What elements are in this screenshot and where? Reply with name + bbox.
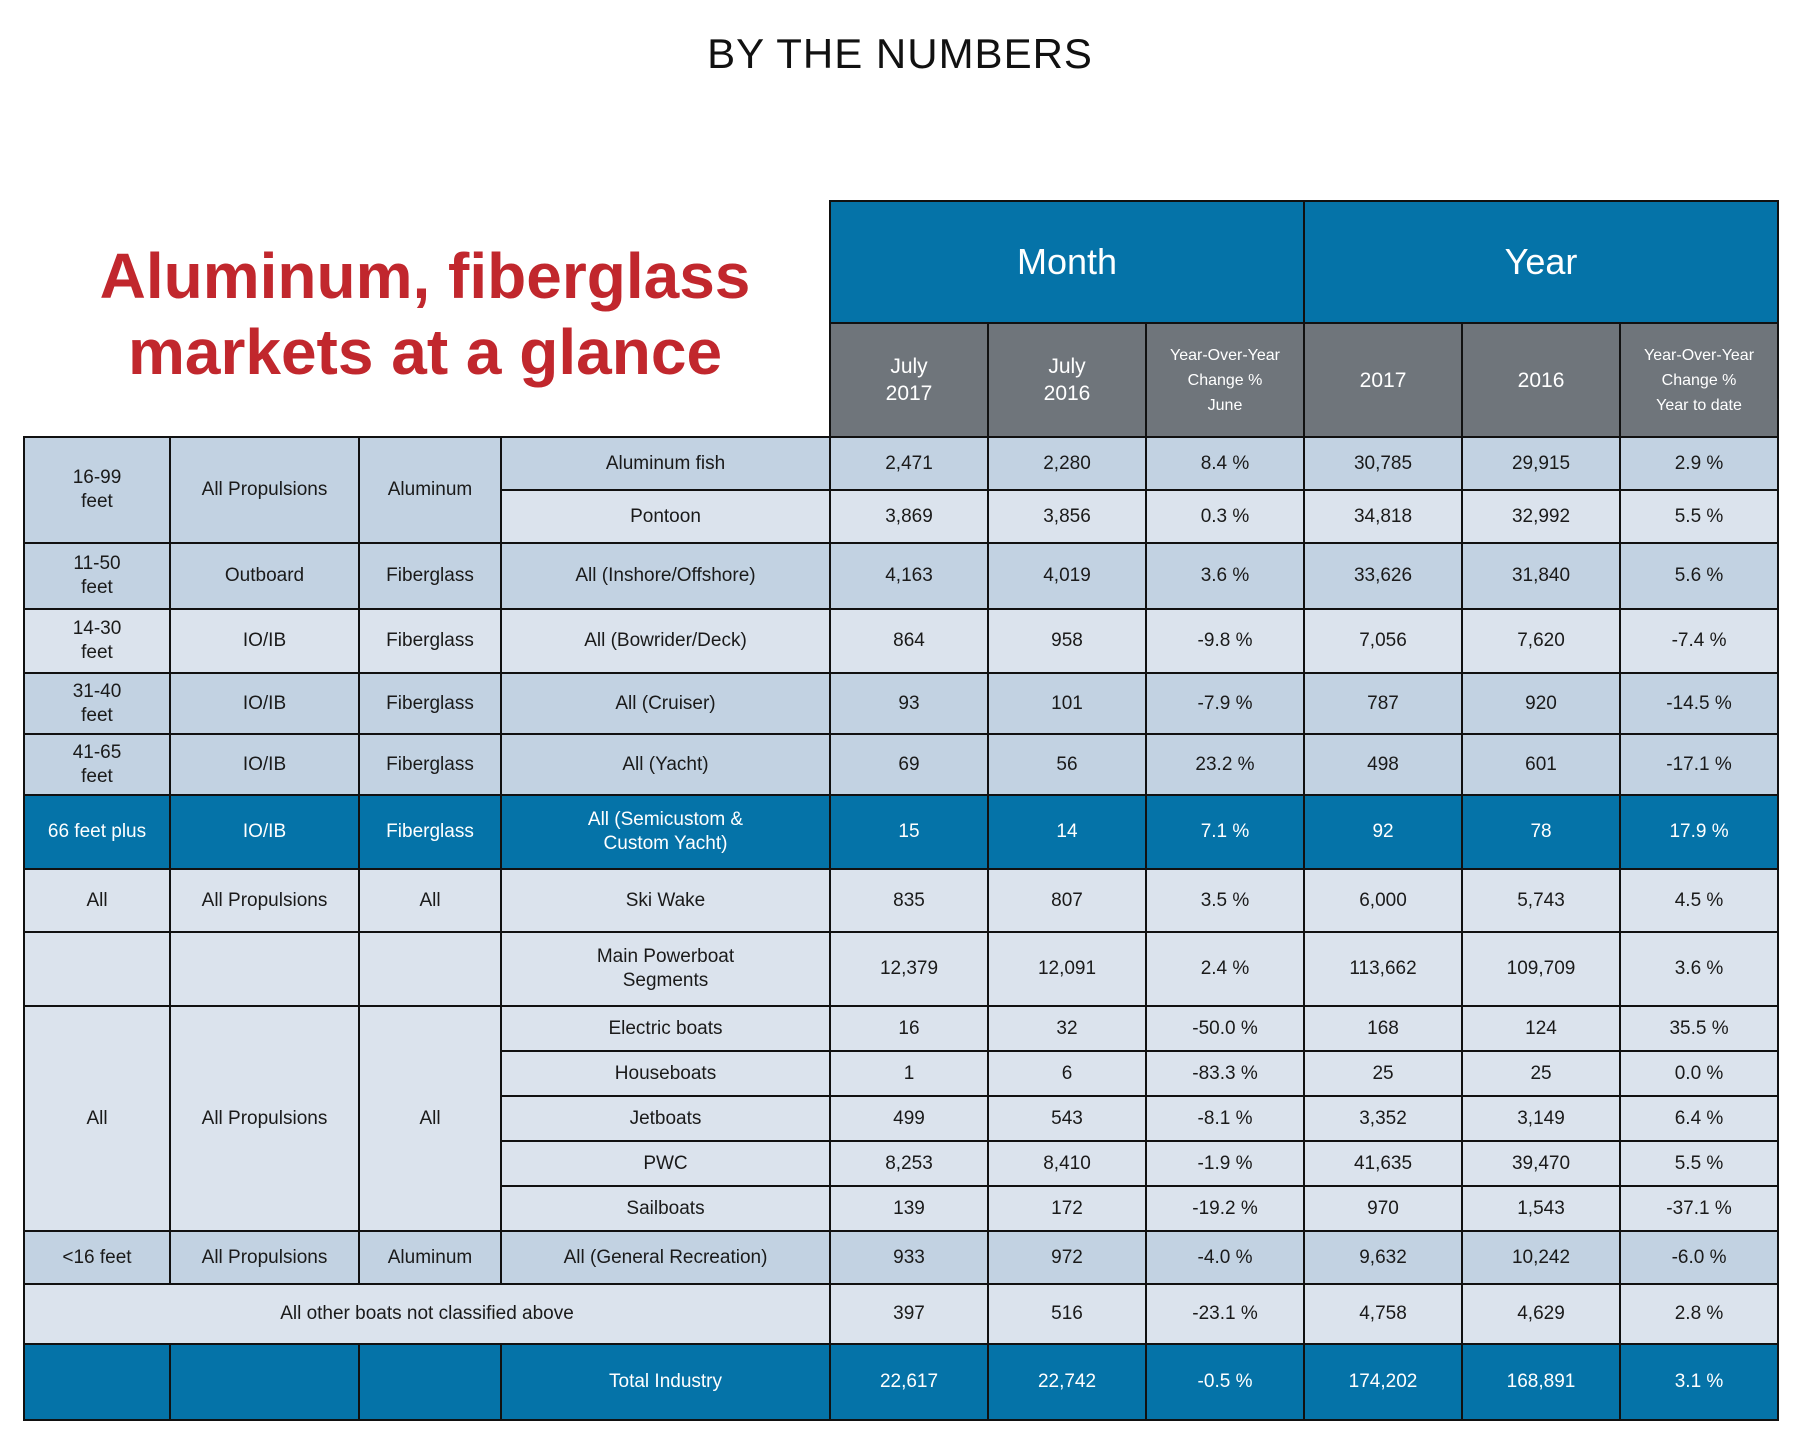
- value-cell-col3: 3.6 %: [1146, 543, 1304, 609]
- segment-cell: Pontoon: [501, 490, 830, 543]
- value-cell-col1: 835: [830, 869, 988, 932]
- propulsion-cell: IO/IB: [170, 734, 359, 795]
- material-cell: [359, 1344, 501, 1420]
- material-cell: Fiberglass: [359, 734, 501, 795]
- table-row: [24, 1344, 1778, 1420]
- value-cell-col3: 8.4 %: [1146, 437, 1304, 490]
- value-cell-col1: 139: [830, 1186, 988, 1231]
- value-cell-col1: 933: [830, 1231, 988, 1284]
- propulsion-cell: All Propulsions: [170, 437, 359, 543]
- value-cell-col6: 2.8 %: [1620, 1284, 1778, 1344]
- segment-cell: All (Semicustom & Custom Yacht): [501, 795, 830, 869]
- table-row: [24, 1284, 1778, 1344]
- value-cell-col1: 22,617: [830, 1344, 988, 1420]
- value-cell-col1: 864: [830, 609, 988, 673]
- value-cell-col4: 33,626: [1304, 543, 1462, 609]
- value-cell-col3: 23.2 %: [1146, 734, 1304, 795]
- size-cell: 31-40 feet: [24, 673, 170, 734]
- value-cell-col5: 3,149: [1462, 1096, 1620, 1141]
- headline-line-1: Aluminum, fiberglass: [99, 240, 751, 312]
- size-cell: 14-30 feet: [24, 609, 170, 673]
- table-row: [24, 869, 1778, 932]
- value-cell-col6: 3.6 %: [1620, 932, 1778, 1006]
- value-cell-col3: -8.1 %: [1146, 1096, 1304, 1141]
- value-cell-col2: 543: [988, 1096, 1146, 1141]
- value-cell-col5: 29,915: [1462, 437, 1620, 490]
- page-header: BY THE NUMBERS: [707, 30, 1093, 77]
- value-cell-col4: 9,632: [1304, 1231, 1462, 1284]
- value-cell-col2: 2,280: [988, 437, 1146, 490]
- size-cell: 66 feet plus: [24, 795, 170, 869]
- column-header-6: Year-Over-Year Change % Year to date: [1620, 323, 1778, 437]
- segment-cell: Ski Wake: [501, 869, 830, 932]
- segment-cell: Aluminum fish: [501, 437, 830, 490]
- value-cell-col5: 601: [1462, 734, 1620, 795]
- table-row: [24, 1006, 1778, 1051]
- value-cell-col3: -19.2 %: [1146, 1186, 1304, 1231]
- value-cell-col6: -37.1 %: [1620, 1186, 1778, 1231]
- column-header-1: July 2017: [830, 323, 988, 437]
- value-cell-col2: 3,856: [988, 490, 1146, 543]
- value-cell-col1: 16: [830, 1006, 988, 1051]
- value-cell-col5: 5,743: [1462, 869, 1620, 932]
- value-cell-col3: 7.1 %: [1146, 795, 1304, 869]
- headline-area: [24, 201, 830, 437]
- table-row: [24, 932, 1778, 1006]
- column-header-4: 2017: [1304, 323, 1462, 437]
- value-cell-col5: 25: [1462, 1051, 1620, 1096]
- value-cell-col4: 113,662: [1304, 932, 1462, 1006]
- value-cell-col6: 6.4 %: [1620, 1096, 1778, 1141]
- value-cell-col2: 6: [988, 1051, 1146, 1096]
- value-cell-col1: 8,253: [830, 1141, 988, 1186]
- value-cell-col6: -6.0 %: [1620, 1231, 1778, 1284]
- value-cell-col4: 7,056: [1304, 609, 1462, 673]
- value-cell-col5: 32,992: [1462, 490, 1620, 543]
- value-cell-col1: 12,379: [830, 932, 988, 1006]
- value-cell-col4: 92: [1304, 795, 1462, 869]
- segment-cell: Houseboats: [501, 1051, 830, 1096]
- value-cell-col2: 807: [988, 869, 1146, 932]
- material-cell: Aluminum: [359, 1231, 501, 1284]
- value-cell-col6: -14.5 %: [1620, 673, 1778, 734]
- value-cell-col4: 3,352: [1304, 1096, 1462, 1141]
- propulsion-cell: All Propulsions: [170, 869, 359, 932]
- value-cell-col4: 34,818: [1304, 490, 1462, 543]
- table-row: [24, 543, 1778, 609]
- value-cell-col6: -17.1 %: [1620, 734, 1778, 795]
- propulsion-cell: All Propulsions: [170, 1006, 359, 1231]
- headline-line-2: markets at a glance: [127, 316, 723, 388]
- propulsion-cell: Outboard: [170, 543, 359, 609]
- value-cell-col4: 970: [1304, 1186, 1462, 1231]
- propulsion-cell: IO/IB: [170, 609, 359, 673]
- value-cell-col1: 4,163: [830, 543, 988, 609]
- segment-cell: All (Yacht): [501, 734, 830, 795]
- table-row: [24, 1231, 1778, 1284]
- value-cell-col3: -1.9 %: [1146, 1141, 1304, 1186]
- segment-cell: Total Industry: [501, 1344, 830, 1420]
- value-cell-col4: 498: [1304, 734, 1462, 795]
- value-cell-col2: 12,091: [988, 932, 1146, 1006]
- value-cell-col3: -83.3 %: [1146, 1051, 1304, 1096]
- material-cell: Fiberglass: [359, 795, 501, 869]
- value-cell-col2: 958: [988, 609, 1146, 673]
- value-cell-col3: -7.9 %: [1146, 673, 1304, 734]
- value-cell-col4: 25: [1304, 1051, 1462, 1096]
- propulsion-cell: [170, 1344, 359, 1420]
- value-cell-col6: -7.4 %: [1620, 609, 1778, 673]
- table-row: [24, 734, 1778, 795]
- value-cell-col1: 69: [830, 734, 988, 795]
- value-cell-col4: 41,635: [1304, 1141, 1462, 1186]
- material-cell: All: [359, 869, 501, 932]
- value-cell-col2: 972: [988, 1231, 1146, 1284]
- value-cell-col3: -4.0 %: [1146, 1231, 1304, 1284]
- value-cell-col1: 3,869: [830, 490, 988, 543]
- value-cell-col1: 93: [830, 673, 988, 734]
- material-cell: Aluminum: [359, 437, 501, 543]
- group-header-year: Year: [1304, 201, 1778, 323]
- size-cell: All: [24, 869, 170, 932]
- value-cell-col2: 8,410: [988, 1141, 1146, 1186]
- segment-cell: Electric boats: [501, 1006, 830, 1051]
- segment-cell: Jetboats: [501, 1096, 830, 1141]
- segment-cell: PWC: [501, 1141, 830, 1186]
- column-header-3: Year-Over-Year Change % June: [1146, 323, 1304, 437]
- material-cell: [359, 932, 501, 1006]
- group-header-month: Month: [830, 201, 1304, 323]
- value-cell-col4: 168: [1304, 1006, 1462, 1051]
- value-cell-col3: -50.0 %: [1146, 1006, 1304, 1051]
- value-cell-col6: 0.0 %: [1620, 1051, 1778, 1096]
- column-header-5: 2016: [1462, 323, 1620, 437]
- value-cell-col6: 35.5 %: [1620, 1006, 1778, 1051]
- segment-cell: Sailboats: [501, 1186, 830, 1231]
- value-cell-col2: 516: [988, 1284, 1146, 1344]
- segment-cell: All (Inshore/Offshore): [501, 543, 830, 609]
- value-cell-col5: 1,543: [1462, 1186, 1620, 1231]
- value-cell-col5: 124: [1462, 1006, 1620, 1051]
- value-cell-col4: 174,202: [1304, 1344, 1462, 1420]
- value-cell-col1: 397: [830, 1284, 988, 1344]
- table-row: [24, 673, 1778, 734]
- value-cell-col5: 4,629: [1462, 1284, 1620, 1344]
- value-cell-col1: 15: [830, 795, 988, 869]
- propulsion-cell: [170, 932, 359, 1006]
- material-cell: Fiberglass: [359, 673, 501, 734]
- value-cell-col6: 5.5 %: [1620, 1141, 1778, 1186]
- group-header-row: [24, 201, 1778, 323]
- segment-cell: All (Bowrider/Deck): [501, 609, 830, 673]
- segment-cell: Main Powerboat Segments: [501, 932, 830, 1006]
- value-cell-col5: 31,840: [1462, 543, 1620, 609]
- propulsion-cell: IO/IB: [170, 673, 359, 734]
- value-cell-col1: 499: [830, 1096, 988, 1141]
- value-cell-col4: 4,758: [1304, 1284, 1462, 1344]
- value-cell-col3: 3.5 %: [1146, 869, 1304, 932]
- size-cell: <16 feet: [24, 1231, 170, 1284]
- value-cell-col1: 2,471: [830, 437, 988, 490]
- column-header-2: July 2016: [988, 323, 1146, 437]
- value-cell-col5: 109,709: [1462, 932, 1620, 1006]
- size-cell: 41-65 feet: [24, 734, 170, 795]
- value-cell-col3: 2.4 %: [1146, 932, 1304, 1006]
- material-cell: Fiberglass: [359, 609, 501, 673]
- propulsion-cell: All Propulsions: [170, 1231, 359, 1284]
- value-cell-col4: 787: [1304, 673, 1462, 734]
- table-row: [24, 437, 1778, 490]
- value-cell-col3: -23.1 %: [1146, 1284, 1304, 1344]
- value-cell-col3: -9.8 %: [1146, 609, 1304, 673]
- value-cell-col2: 14: [988, 795, 1146, 869]
- value-cell-col3: -0.5 %: [1146, 1344, 1304, 1420]
- value-cell-col6: 2.9 %: [1620, 437, 1778, 490]
- value-cell-col2: 22,742: [988, 1344, 1146, 1420]
- segment-cell: All (General Recreation): [501, 1231, 830, 1284]
- table-row: [24, 795, 1778, 869]
- value-cell-col5: 39,470: [1462, 1141, 1620, 1186]
- value-cell-col2: 32: [988, 1006, 1146, 1051]
- value-cell-col5: 168,891: [1462, 1344, 1620, 1420]
- propulsion-cell: IO/IB: [170, 795, 359, 869]
- value-cell-col6: 5.5 %: [1620, 490, 1778, 543]
- value-cell-col6: 17.9 %: [1620, 795, 1778, 869]
- size-cell: [24, 932, 170, 1006]
- row-label: All other boats not classified above: [24, 1284, 830, 1344]
- size-cell: [24, 1344, 170, 1420]
- material-cell: Fiberglass: [359, 543, 501, 609]
- value-cell-col2: 101: [988, 673, 1146, 734]
- value-cell-col6: 5.6 %: [1620, 543, 1778, 609]
- boat-sales-table: [23, 200, 1779, 1421]
- value-cell-col5: 10,242: [1462, 1231, 1620, 1284]
- material-cell: All: [359, 1006, 501, 1231]
- size-cell: 16-99 feet: [24, 437, 170, 543]
- size-cell: 11-50 feet: [24, 543, 170, 609]
- value-cell-col6: 4.5 %: [1620, 869, 1778, 932]
- table-row: [24, 609, 1778, 673]
- value-cell-col5: 920: [1462, 673, 1620, 734]
- value-cell-col5: 78: [1462, 795, 1620, 869]
- value-cell-col5: 7,620: [1462, 609, 1620, 673]
- value-cell-col6: 3.1 %: [1620, 1344, 1778, 1420]
- value-cell-col4: 6,000: [1304, 869, 1462, 932]
- size-cell: All: [24, 1006, 170, 1231]
- value-cell-col2: 172: [988, 1186, 1146, 1231]
- value-cell-col2: 56: [988, 734, 1146, 795]
- value-cell-col1: 1: [830, 1051, 988, 1096]
- value-cell-col3: 0.3 %: [1146, 490, 1304, 543]
- value-cell-col2: 4,019: [988, 543, 1146, 609]
- value-cell-col4: 30,785: [1304, 437, 1462, 490]
- segment-cell: All (Cruiser): [501, 673, 830, 734]
